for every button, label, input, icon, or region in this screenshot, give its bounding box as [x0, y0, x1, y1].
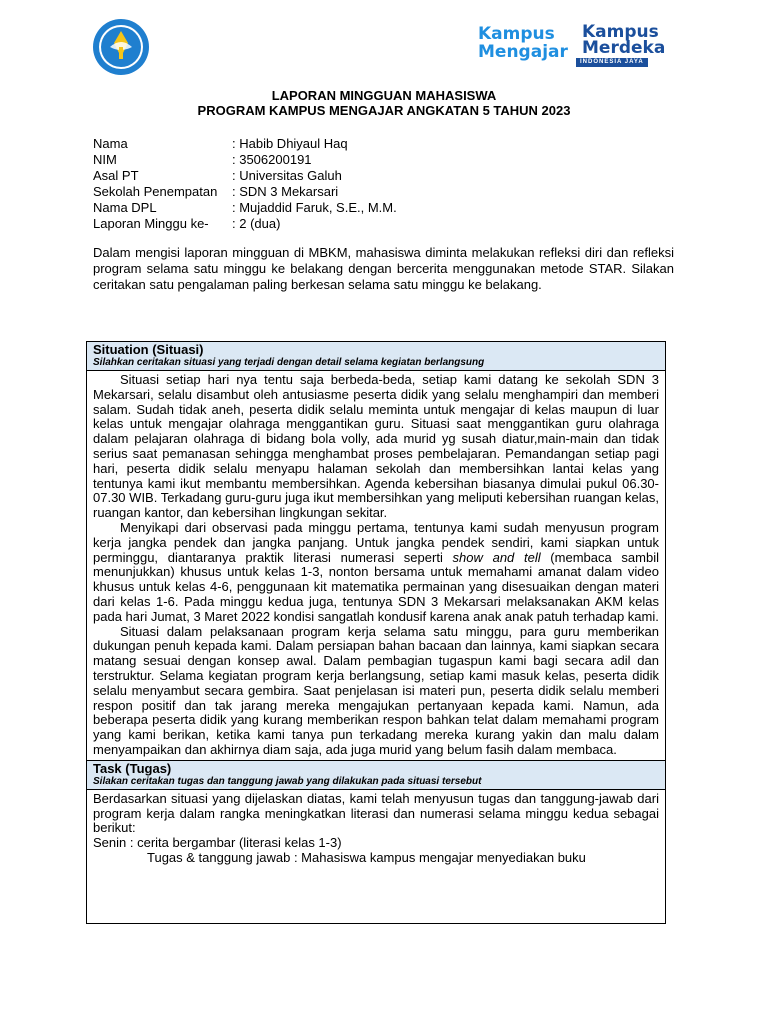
logo-text: Kampus: [582, 22, 659, 42]
logo-tagline: INDONESIA JAYA: [576, 58, 648, 67]
info-row: [93, 216, 397, 232]
logo-text: Mengajar: [478, 42, 568, 62]
intro-paragraph: Dalam mengisi laporan mingguan di MBKM, mahasiswa diminta melakukan refleksi diri dan refleksi program selama satu minggu ke belakang dengan bercerita menggunakan metode STAR. Silakan ceritakan satu pengalaman paling berkesan selama satu minggu ke belakang.: [93, 245, 674, 292]
info-value: : Mujaddid Faruk, S.E., M.M.: [232, 200, 397, 215]
italic-term: show and tell: [452, 549, 541, 565]
info-label: Asal PT: [93, 168, 139, 183]
star-table: [86, 341, 666, 924]
info-value: : 3506200191: [232, 152, 312, 167]
info-row: [93, 136, 397, 152]
student-info: [93, 136, 397, 232]
task-paragraph: Berdasarkan situasi yang dijelaskan diatas, kami telah menyusun tugas dan tanggung-jawab dari program kerja dalam rangka meningkatkan literasi dan numerasi selama minggu kedua sebagai berikut:: [93, 790, 659, 836]
info-label: Nama DPL: [93, 200, 157, 215]
situation-subheading: Silahkan ceritakan situasi yang terjadi dengan detail selama kegiatan berlangsung: [93, 357, 485, 368]
logo-text: Merdeka: [582, 38, 666, 58]
page-title: LAPORAN MINGGUAN MAHASISWA: [271, 88, 497, 103]
info-row: [93, 168, 397, 184]
info-value: : Habib Dhiyaul Haq: [232, 136, 348, 151]
info-row: [93, 152, 397, 168]
situation-header: [87, 342, 665, 371]
tut-wuri-handayani-logo: [88, 17, 154, 77]
task-paragraph: Senin : cerita bergambar (literasi kelas 1-3): [93, 835, 342, 851]
situation-paragraph: [93, 521, 659, 625]
situation-paragraph: Situasi dalam pelaksanaan program kerja selama satu minggu, para guru memberikan dukungan penuh kepada kami. Dalam persiapan bahan bacaan dan lainnya, kami siapkan secara matang sesuai dengan konsep awal. Dalam pembagian tugaspun kami bagi secara adil dan terstruktur. Selama kegiatan program kerja berlangsung, setiap kami masuk kelas, peserta didik selalu menyambut secara gembira. Saat penjelasan isi materi pun, peserta didik selalu memberi respon positif dan tak jarang mereka mengajukan pertanyaan kepada kami. Namun, ada beberapa peserta didik yang kurang memberikan respon bahkan telat dalam memahami program yang kami berikan, ketika kami tanya pun terkadang mereka kurang yakin dan malu dalam menyampaikan dan akhirnya diam saja, ada juga murid yang belum fasih dalam membaca.: [93, 623, 659, 757]
info-label: Laporan Minggu ke-: [93, 216, 209, 231]
info-label: Nama: [93, 136, 128, 151]
page-subtitle: PROGRAM KAMPUS MENGAJAR ANGKATAN 5 TAHUN 2023: [197, 103, 571, 118]
info-row: [93, 184, 397, 200]
situation-paragraph: Situasi setiap hari nya tentu saja berbeda-beda, setiap kami datang ke sekolah SDN 3 Mekarsari, selalu disambut oleh antusiasme peserta didik yang selalu menghampiri dan memberi salam. Sudah tidak aneh, peserta didik selalu meminta untuk mengajar di kelas maupun di luar kelas untuk mengajar olahraga menggantikan guru. Situasi saat menggantikan guru olahraga dalam pelajaran olahraga di bidang bola volly, ada murid yg susah diatur,main-main dan tidak serius saat pemanasan sehingga menghambat proses pembelajaran. Pemandangan setiap pagi hari, peserta didik selalu menyapu halaman sekolah dan membersihkan lantai kelas yang tentunya kami ikut membantu membersihkan. Agenda kebersihan biasanya dimulai pukul 06.30-07.30 WIB. Terkadang guru-guru juga ikut membersihkan yang meliputi kebersihan ruangan kelas, ruangan kantor, dan kebersihan lingkungan sekitar.: [93, 372, 659, 521]
task-header: [87, 761, 665, 790]
info-label: Sekolah Penempatan: [93, 184, 218, 199]
paragraph-text: Menyikapi dari observasi pada minggu pertama, tentunya kami sudah menyusun program kerja jangka pendek dan jangka panjang. Untuk jangka pendek sendiri, kami siapkan untuk perminggu, diantaranya praktik literasi numerasi seperti: [93, 519, 659, 565]
info-value: : Universitas Galuh: [232, 168, 342, 183]
task-heading: Task (Tugas): [93, 760, 172, 776]
info-row: [93, 200, 397, 216]
paragraph-text: (membaca sambil menunjukkan) khusus untuk kelas 1-3, nonton bersama untuk memahami amanat dalam video khusus untuk kelas 4-6, penggunaan kit matematika permainan yang disesuaikan dengan materi dari kelas 1-6. Pada minggu kedua juga, tentunya SDN 3 Mekarsari melaksanakan AKM kelas pada hari Jumat, 3 Maret 2022 kondisi sangatlah kondusif karena anak anak patuh terhadap kami.: [93, 549, 659, 624]
task-paragraph: Tugas & tanggung jawab : Mahasiswa kampus mengajar menyediakan buku: [147, 849, 586, 865]
info-value: : 2 (dua): [232, 216, 281, 231]
task-subheading: Silakan ceritakan tugas dan tanggung jawab yang dilakukan pada situasi tersebut: [93, 775, 482, 787]
situation-body: [87, 371, 665, 761]
info-label: NIM: [93, 152, 117, 167]
info-value: : SDN 3 Mekarsari: [232, 184, 339, 199]
logo-text: Kampus: [478, 24, 555, 44]
situation-heading: Situation (Situasi): [93, 342, 204, 357]
task-body: [87, 790, 665, 868]
